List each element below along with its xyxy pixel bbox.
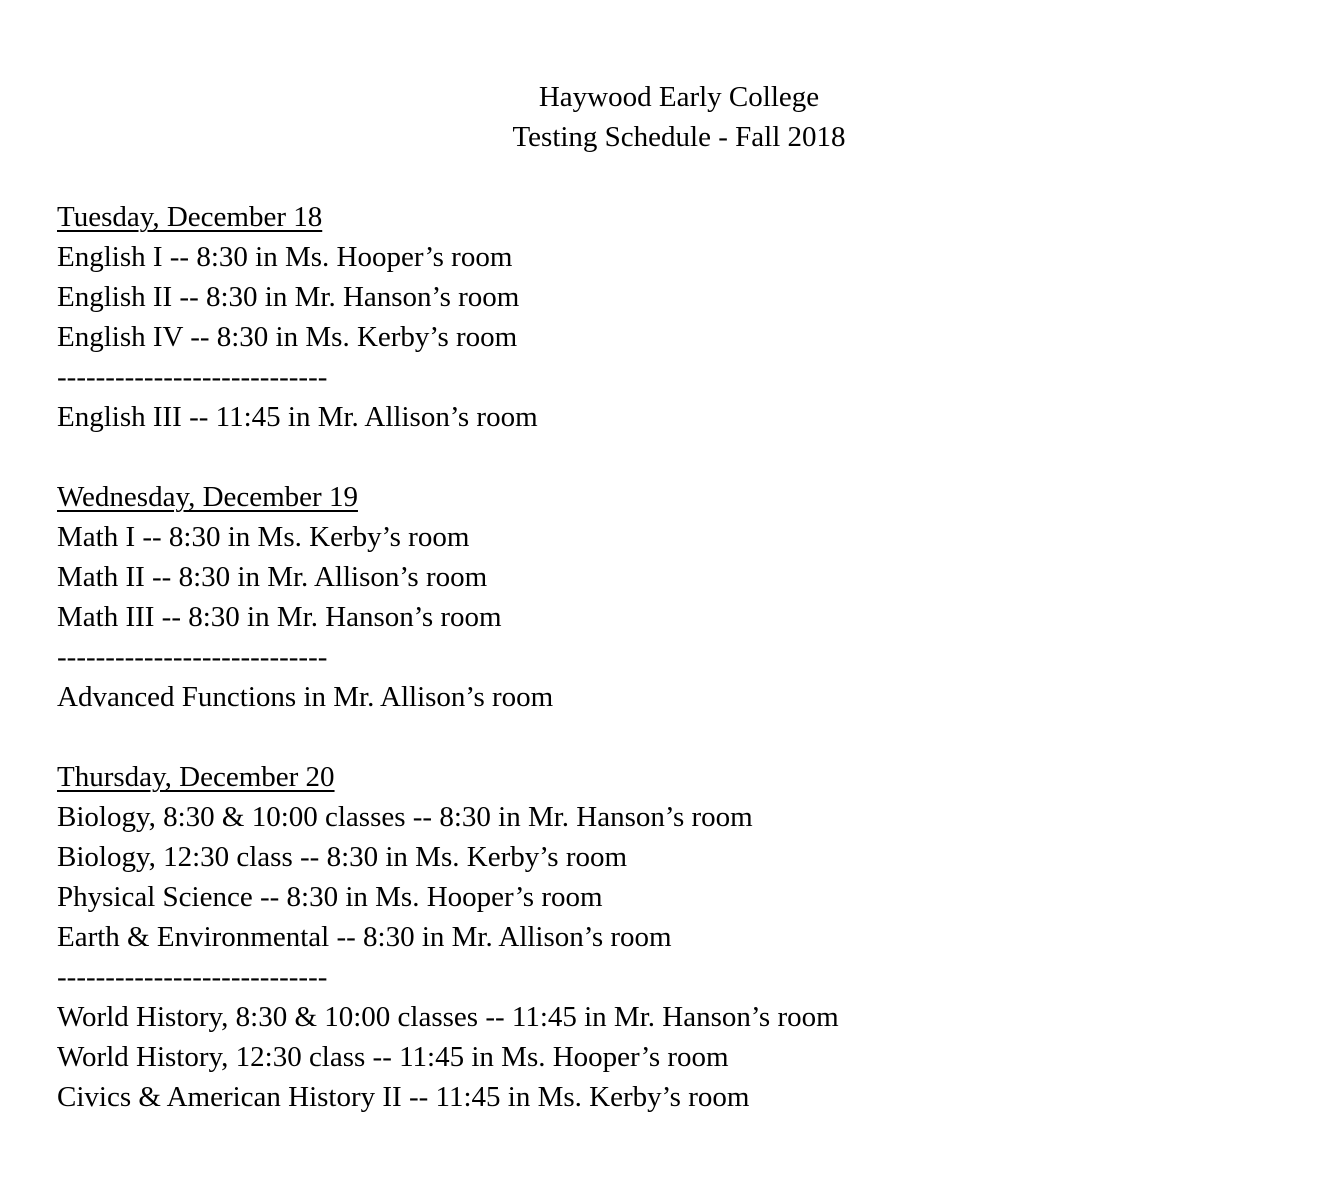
schedule-section-tuesday (57, 197, 1301, 437)
schedule-line: Earth & Environmental -- 8:30 in Mr. Allison’s room (57, 921, 672, 953)
schedule-line: Advanced Functions in Mr. Allison’s room (57, 681, 554, 713)
separator-dashes: ---------------------------- (57, 961, 328, 993)
separator-dashes: ---------------------------- (57, 361, 328, 393)
schedule-section-wednesday (57, 477, 1301, 717)
schedule-line: English III -- 11:45 in Mr. Allison’s room (57, 401, 538, 433)
schedule-line: Physical Science -- 8:30 in Ms. Hooper’s room (57, 881, 603, 913)
day-heading-tuesday (57, 197, 1301, 237)
day-heading-text: Tuesday, December 18 (57, 201, 323, 233)
schedule-line: Math III -- 8:30 in Mr. Hanson’s room (57, 601, 502, 633)
doc-title-line-1: Haywood Early College (538, 81, 820, 113)
document-title-block (57, 77, 1301, 157)
schedule-line: Math I -- 8:30 in Ms. Kerby’s room (57, 521, 470, 553)
schedule-line: World History, 12:30 class -- 11:45 in Ms. Hooper’s room (57, 1041, 729, 1073)
separator-dashes: ---------------------------- (57, 641, 328, 673)
day-heading-text: Wednesday, December 19 (57, 481, 358, 513)
schedule-line: Biology, 12:30 class -- 8:30 in Ms. Kerby’s room (57, 841, 628, 873)
schedule-line: Biology, 8:30 & 10:00 classes -- 8:30 in Mr. Hanson’s room (57, 801, 753, 833)
schedule-line: World History, 8:30 & 10:00 classes -- 11:45 in Mr. Hanson’s room (57, 1001, 839, 1033)
day-heading-text: Thursday, December 20 (57, 761, 335, 793)
schedule-line: English II -- 8:30 in Mr. Hanson’s room (57, 281, 520, 313)
schedule-line: Civics & American History II -- 11:45 in Ms. Kerby’s room (57, 1081, 750, 1113)
schedule-line: English IV -- 8:30 in Ms. Kerby’s room (57, 321, 518, 353)
day-heading-thursday (57, 757, 1301, 797)
doc-title-line-2: Testing Schedule - Fall 2018 (512, 121, 846, 153)
schedule-line: English I -- 8:30 in Ms. Hooper’s room (57, 241, 513, 273)
day-heading-wednesday (57, 477, 1301, 517)
schedule-line: Math II -- 8:30 in Mr. Allison’s room (57, 561, 488, 593)
schedule-section-thursday (57, 757, 1301, 1117)
